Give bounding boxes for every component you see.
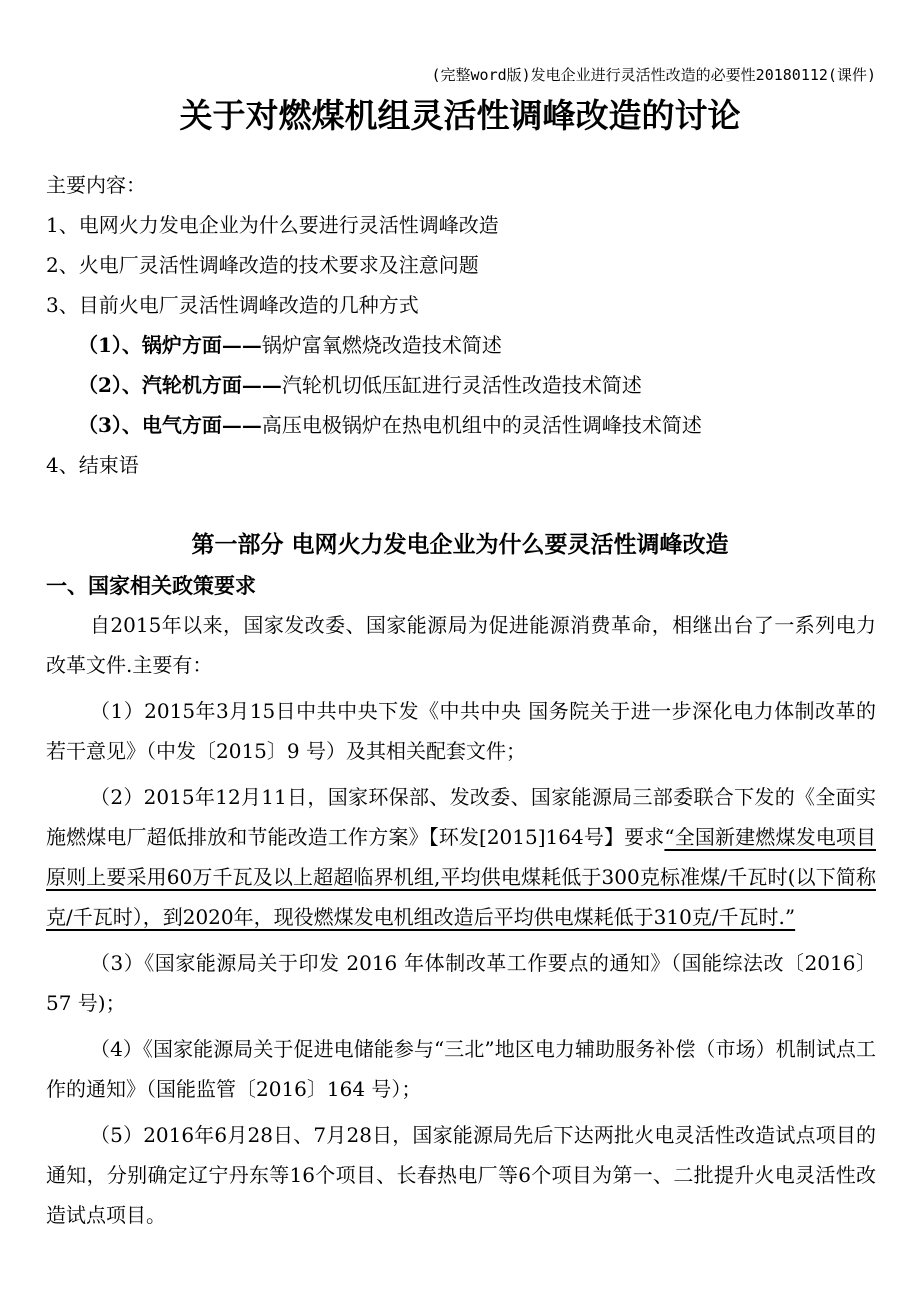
toc-subitem-2 [46, 370, 886, 410]
toc-subitem-label: （3）、电气方面—— [78, 413, 262, 437]
toc-subitem-1 [46, 330, 886, 370]
underlined-quote: “全国新建燃煤发电项目原则上要采用60万千瓦及以上超超临界机组,平均供电煤耗低于300克标准煤/千瓦时(以下简称克/千瓦时），到2020年，现役燃煤发电机组改造后平均供电煤耗低于310克/千瓦时.” [46, 825, 876, 929]
paragraph-item-2 [46, 777, 876, 937]
toc-subitem-text: 高压电极锅炉在热电机组中的灵活性调峰技术简述 [261, 413, 702, 437]
paragraph-item-4: （4）《国家能源局关于促进电储能参与“三北”地区电力辅助服务补偿（市场）机制试点工作的通知》（国能监管〔2016〕164 号）； [46, 1037, 876, 1101]
section-title: 第一部分 电网火力发电企业为什么要灵活性调峰改造 [191, 532, 729, 558]
paragraph-item-3: （3）《国家能源局关于印发 2016 年体制改革工作要点的通知》（国能综法改〔2016〕57 号)； [46, 951, 876, 1015]
toc-item-3: 3、目前火电厂灵活性调峰改造的几种方式 [46, 293, 419, 317]
toc-subitem-label: （2）、汽轮机方面—— [78, 373, 282, 397]
table-of-contents [46, 170, 886, 490]
toc-heading: 主要内容： [46, 173, 146, 197]
toc-subitem-3 [46, 410, 886, 450]
paragraph-item-1: （1）2015年3月15日中共中央下发《中共中央 国务院关于进一步深化电力体制改革的若干意见》（中发〔2015〕9 号）及其相关配套文件； [46, 699, 876, 763]
toc-subitem-label: （1）、锅炉方面—— [78, 333, 262, 357]
body-text [46, 605, 876, 1241]
paragraph-item-5: （5）2016年6月28日、7月28日，国家能源局先后下达两批火电灵活性改造试点项目的通知，分别确定辽宁丹东等16个项目、长春热电厂等6个项目为第一、二批提升火电灵活性改造试点项目。 [46, 1123, 876, 1227]
header-note: (完整word版)发电企业进行灵活性改造的必要性20180112(课件) [431, 66, 876, 84]
toc-subitem-text: 汽轮机切低压缸进行灵活性改造技术简述 [281, 373, 642, 397]
toc-subitem-text: 锅炉富氧燃烧改造技术简述 [261, 333, 502, 357]
document-title: 关于对燃煤机组灵活性调峰改造的讨论 [179, 96, 741, 135]
toc-item-4: 4、结束语 [46, 453, 139, 477]
paragraph-intro: 自2015年以来，国家发改委、国家能源局为促进能源消费革命，相继出台了一系列电力改革文件.主要有： [46, 613, 876, 677]
paragraph-item-2-text: （2）2015年12月11日，国家环保部、发改委、国家能源局三部委联合下发的《全面实施燃煤电厂超低排放和节能改造工作方案》【环发[2015]164号】要求 [46, 785, 876, 849]
sub-heading: 一、国家相关政策要求 [46, 574, 256, 598]
toc-item-2: 2、火电厂灵活性调峰改造的技术要求及注意问题 [46, 253, 479, 277]
toc-item-1: 1、电网火力发电企业为什么要进行灵活性调峰改造 [46, 213, 499, 237]
